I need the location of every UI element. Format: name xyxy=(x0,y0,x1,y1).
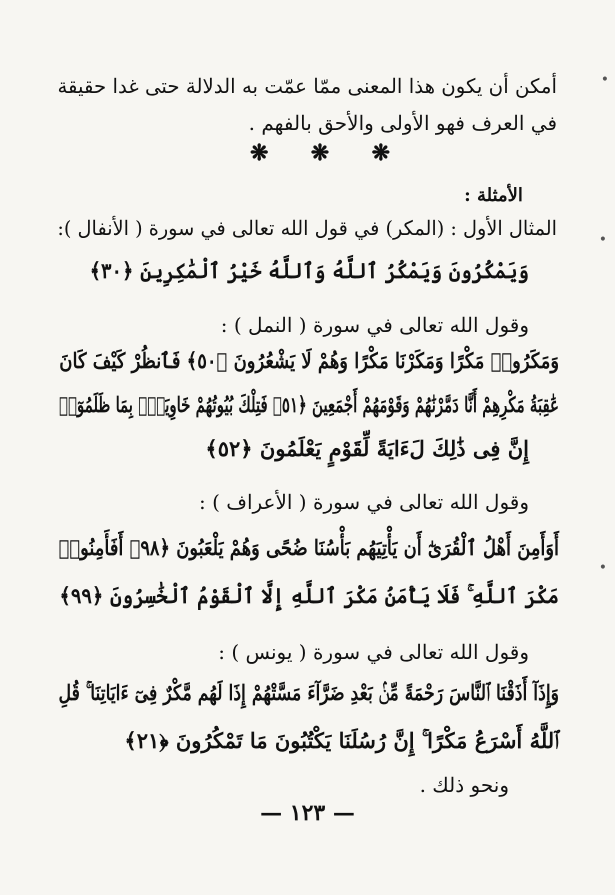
paragraph-line-1: أمكن أن يكون هذا المعنى ممّا عمّت به الدلالة حتى غدا حقيقة xyxy=(57,74,557,98)
margin-mark: • xyxy=(598,232,607,248)
yunus-intro: وقول الله تعالى في سورة ( يونس ) : xyxy=(218,640,529,664)
section-separator xyxy=(250,140,390,166)
anfal-verse: وَيَمْكُرُونَ وَيَمْكُرُ ٱللَّهُ وَٱللَّهُ خَيْرُ ٱلْمَٰكِرِينَ ﴿٣٠﴾ xyxy=(89,258,530,283)
araf-verse-line-1: أَوَأَمِنَ أَهْلُ ٱلْقُرَىٰٓ أَن يَأْتِيَهُم بَأْسُنَا ضُحًى وَهُمْ يَلْعَبُونَ ﴿٩٨﴾ أَفَأَمِنُوا۟ xyxy=(58,535,560,560)
examples-heading: الأمثلة : xyxy=(464,185,523,206)
margin-mark: • xyxy=(598,560,607,576)
naml-intro: وقول الله تعالى في سورة ( النمل ) : xyxy=(220,313,529,337)
araf-verse-line-2: مَكْرَ ٱللَّهِ ۚ فَلَا يَأْمَنُ مَكْرَ ٱللَّهِ إِلَّا ٱلْقَوْمُ ٱلْخَٰسِرُونَ ﴿٩٩﴾ xyxy=(59,583,559,608)
paragraph-line-2: في العرف فهو الأولى والأحق بالفهم . xyxy=(248,111,557,135)
separator-star: ❋ xyxy=(250,140,269,166)
yunus-verse-line-2: ٱللَّهُ أَسْرَعُ مَكْرًا ۚ إِنَّ رُسُلَنَا يَكْتُبُونَ مَا تَمْكُرُونَ ﴿٢١﴾ xyxy=(124,728,559,753)
naml-verse-line-1: وَمَكَرُوا۟ مَكْرًا وَمَكَرْنَا مَكْرًا وَهُمْ لَا يَشْعُرُونَ ﴿٥٠﴾ فَٱنظُرْ كَيْفَ كَانَ xyxy=(59,348,559,373)
closing-text: ونحو ذلك . xyxy=(419,773,509,797)
margin-mark: • xyxy=(600,72,609,88)
yunus-verse-line-1: وَإِذَآ أَذَقْنَا ٱلنَّاسَ رَحْمَةً مِّنۢ بَعْدِ ضَرَّآءَ مَسَّتْهُمْ إِذَا لَهُم مَّكْرٌ فِىٓ ءَايَاتِنَا ۚ قُلِ xyxy=(58,680,559,705)
separator-star: ❋ xyxy=(310,140,330,166)
separator-star: ❋ xyxy=(371,140,390,166)
example1-intro: المثال الأول : (المكر) في قول الله تعالى في سورة ( الأنفال ): xyxy=(57,216,558,240)
page-number: — ١٢٣ — xyxy=(260,800,355,826)
araf-intro: وقول الله تعالى في سورة ( الأعراف ) : xyxy=(198,490,529,514)
naml-verse-line-3: إِنَّ فِى ذَٰلِكَ لَءَايَةً لِّقَوْمٍ يَعْلَمُونَ ﴿٥٢﴾ xyxy=(205,436,529,461)
naml-verse-line-2: عَٰقِبَةُ مَكْرِهِمْ أَنَّا دَمَّرْنَٰهُمْ وَقَوْمَهُمْ أَجْمَعِينَ ﴿٥١﴾ فَتِلْكَ بُيُوتُهُمْ خَاوِيَةًۢ بِمَا ظَلَمُوٓا۟ xyxy=(59,392,559,417)
